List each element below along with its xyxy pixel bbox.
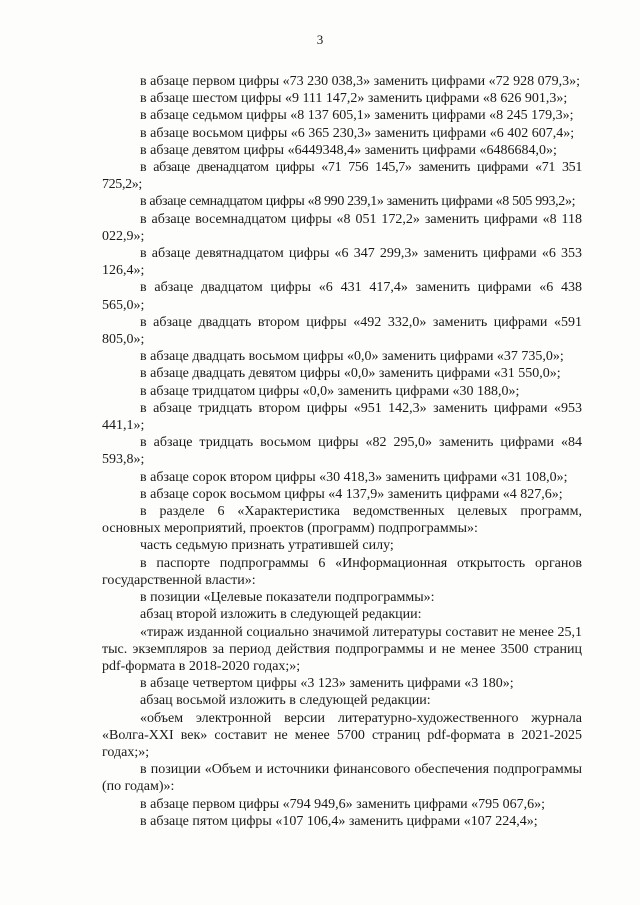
paragraph: абзац второй изложить в следующей редакции: [140, 607, 422, 623]
paragraph: в паспорте подпрограммы 6 «Информационная открытость органов государственной власти»: [102, 555, 582, 588]
paragraph: в разделе 6 «Характеристика ведомственных целевых программ, основных мероприятий, проектов (программ) подпрограммы»: [102, 504, 582, 537]
paragraph: в абзаце семнадцатом цифры «8 990 239,1» заменить цифрами «8 505 993,2»; [140, 194, 576, 210]
paragraph: в абзаце девятом цифры «6449348,4» заменить цифрами «6486684,0»; [140, 142, 557, 158]
paragraph: часть седьмую признать утратившей силу; [140, 538, 394, 554]
paragraph: в абзаце девятнадцатом цифры «6 347 299,3» заменить цифрами «6 353 126,4»; [102, 246, 582, 279]
paragraph: в абзаце двадцать девятом цифры «0,0» заменить цифрами «31 550,0»; [140, 366, 561, 382]
paragraph: в абзаце первом цифры «794 949,6» заменить цифрами «795 067,6»; [140, 796, 545, 812]
scan-smudge [512, 838, 562, 852]
paragraph: в позиции «Объем и источники финансового обеспечения подпрограммы (по годам)»: [102, 762, 582, 795]
page-number: 3 [316, 32, 324, 47]
paragraph: в абзаце двенадцатом цифры «71 756 145,7» заменить цифрами «71 351 725,2»; [102, 160, 582, 193]
paragraph: в абзаце восемнадцатом цифры «8 051 172,2» заменить цифрами «8 118 022,9»; [102, 211, 582, 244]
paragraph: в абзаце первом цифры «73 230 038,3» заменить цифрами «72 928 079,3»; [140, 74, 580, 89]
paragraph: в абзаце тридцатом цифры «0,0» заменить цифрами «30 188,0»; [140, 383, 520, 399]
paragraph: в абзаце седьмом цифры «8 137 605,1» заменить цифрами «8 245 179,3»; [140, 108, 574, 124]
paragraph: в абзаце сорок втором цифры «30 418,3» заменить цифрами «31 108,0»; [140, 469, 568, 485]
paragraph: в абзаце пятом цифры «107 106,4» заменить цифрами «107 224,4»; [140, 813, 538, 829]
paragraph: в абзаце тридцать втором цифры «951 142,3» заменить цифрами «953 441,1»; [102, 400, 582, 434]
paragraph: в абзаце двадцать восьмом цифры «0,0» заменить цифрами «37 735,0»; [140, 349, 564, 365]
paragraph: в позиции «Целевые показатели подпрограммы»: [140, 590, 435, 606]
paragraph: в абзаце шестом цифры «9 111 147,2» заменить цифрами «8 626 901,3»; [140, 91, 568, 107]
document-body [102, 73, 582, 830]
paragraph: в абзаце четвертом цифры «3 123» заменить цифрами «3 180»; [140, 676, 514, 692]
paragraph: в абзаце двадцатом цифры «6 431 417,4» заменить цифрами «6 438 565,0»; [102, 280, 582, 313]
paragraph: абзац восьмой изложить в следующей редакции: [140, 693, 431, 709]
paragraph: «объем электронной версии литературно-художественного журнала «Волга-XXI век» составит не менее 5700 страниц pdf-формата в 2021-2025 годах;»; [102, 710, 582, 760]
paragraph: в абзаце двадцать втором цифры «492 332,0» заменить цифрами «591 805,0»; [102, 314, 582, 348]
paragraph: в абзаце тридцать восьмом цифры «82 295,0» заменить цифрами «84 593,8»; [102, 435, 582, 468]
paragraph: «тираж изданной социально значимой литературы составит не менее 25,1 тыс. экземпляров за период действия подпрограммы и не менее 3500 страниц pdf-формата в 2018-2020 годах;»; [102, 624, 582, 674]
paragraph: в абзаце сорок восьмом цифры «4 137,9» заменить цифрами «4 827,6»; [140, 486, 563, 502]
paragraph: в абзаце восьмом цифры «6 365 230,3» заменить цифрами «6 402 607,4»; [140, 125, 575, 141]
